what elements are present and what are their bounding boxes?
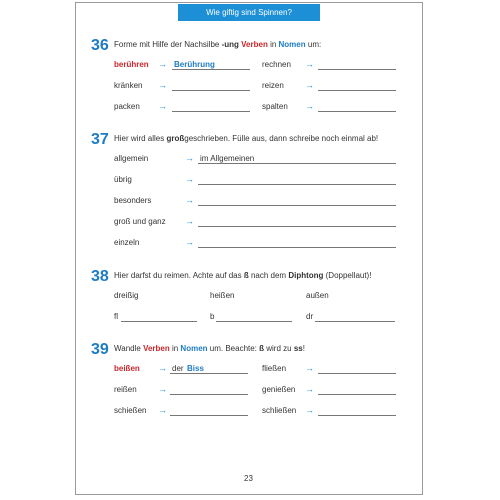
arrow-icon: →	[185, 153, 194, 163]
ex39-word-beissen: beißen	[114, 364, 140, 373]
ex38-start-3: dr	[306, 312, 314, 321]
ex37-word-einzeln: einzeln	[114, 238, 140, 247]
ex37-answer-line-2[interactable]	[198, 184, 396, 185]
ex36-word-packen: packen	[114, 102, 140, 111]
page-title: Wie giftig sind Spinnen?	[178, 4, 320, 21]
ex36-answer-line-2[interactable]	[318, 69, 396, 70]
ex36-word-spalten: spalten	[262, 102, 288, 111]
ex39-answer-line-1[interactable]	[170, 373, 248, 374]
ex38-start-2: b	[210, 312, 215, 321]
ex39-answer-line-3[interactable]	[170, 394, 248, 395]
arrow-icon: →	[158, 384, 167, 394]
ex36-answer-line-3[interactable]	[172, 90, 250, 91]
ex38-answer-line-2[interactable]	[216, 321, 292, 322]
exercise-38-number: 38	[91, 268, 109, 285]
arrow-icon: →	[305, 363, 314, 373]
arrow-icon: →	[305, 80, 314, 90]
ex39-answer-line-2[interactable]	[318, 373, 396, 374]
worksheet-page	[75, 2, 423, 495]
ex36-answer-line-6[interactable]	[318, 111, 396, 112]
exercise-37-instruction: Hier wird alles großgeschrieben. Fülle aus, dann schreibe noch einmal ab!	[114, 134, 379, 143]
ex36-word-reizen: reizen	[262, 81, 284, 90]
ex39-word-schliessen: schließen	[262, 406, 297, 415]
exercise-38-instruction: Hier darfst du reimen. Achte auf das ß nach dem Diphtong (Doppellaut)!	[114, 271, 372, 280]
ex39-word-schiessen: schießen	[114, 406, 147, 415]
ex37-word-gross-und-ganz: groß und ganz	[114, 217, 166, 226]
ex39-answer-line-4[interactable]	[318, 394, 396, 395]
arrow-icon: →	[158, 80, 167, 90]
ex37-answer-line-3[interactable]	[198, 205, 396, 206]
exercise-36-number: 36	[91, 37, 109, 54]
ex39-answer-biss: Biss	[187, 364, 204, 373]
ex38-word-3: außen	[306, 291, 329, 300]
ex38-answer-line-1[interactable]	[121, 321, 197, 322]
ex37-answer-1: im Allgemeinen	[200, 154, 255, 163]
ex36-word-beruehren: berühren	[114, 60, 149, 69]
arrow-icon: →	[158, 363, 167, 373]
arrow-icon: →	[158, 405, 167, 415]
ex39-word-reissen: reißen	[114, 385, 137, 394]
arrow-icon: →	[305, 405, 314, 415]
ex38-word-1: dreißig	[114, 291, 139, 300]
arrow-icon: →	[185, 237, 194, 247]
ex39-answer-line-5[interactable]	[170, 415, 248, 416]
ex36-word-rechnen: rechnen	[262, 60, 291, 69]
ex39-word-fliessen: fließen	[262, 364, 287, 373]
arrow-icon: →	[305, 101, 314, 111]
arrow-icon: →	[185, 195, 194, 205]
ex37-answer-line-5[interactable]	[198, 247, 396, 248]
arrow-icon: →	[158, 59, 167, 69]
ex38-word-2: heißen	[210, 291, 235, 300]
arrow-icon: →	[305, 384, 314, 394]
exercise-37-number: 37	[91, 131, 109, 148]
ex36-answer-line-4[interactable]	[318, 90, 396, 91]
ex37-answer-line-1[interactable]	[198, 163, 396, 164]
ex37-word-besonders: besonders	[114, 196, 152, 205]
arrow-icon: →	[185, 174, 194, 184]
arrow-icon: →	[305, 59, 314, 69]
exercise-39-number: 39	[91, 341, 109, 358]
page-number: 23	[244, 474, 253, 483]
ex36-answer-line-5[interactable]	[172, 111, 250, 112]
ex37-word-uebrig: übrig	[114, 175, 132, 184]
ex39-word-geniessen: genießen	[262, 385, 296, 394]
exercise-36-instruction: Forme mit Hilfe der Nachsilbe -ung Verben in Nomen um:	[114, 40, 322, 49]
ex38-answer-line-3[interactable]	[315, 321, 395, 322]
ex39-answer-prefix: der	[172, 364, 184, 373]
ex36-answer-line-1[interactable]	[172, 69, 250, 70]
ex39-answer-line-6[interactable]	[318, 415, 396, 416]
ex36-word-kraenken: kränken	[114, 81, 143, 90]
ex38-start-1: fl	[114, 312, 118, 321]
arrow-icon: →	[185, 216, 194, 226]
arrow-icon: →	[158, 101, 167, 111]
ex37-answer-line-4[interactable]	[198, 226, 396, 227]
ex36-answer-beruehrung: Berührung	[174, 60, 215, 69]
ex37-word-allgemein: allgemein	[114, 154, 149, 163]
exercise-39-instruction: Wandle Verben in Nomen um. Beachte: ß wird zu ss!	[114, 344, 305, 353]
